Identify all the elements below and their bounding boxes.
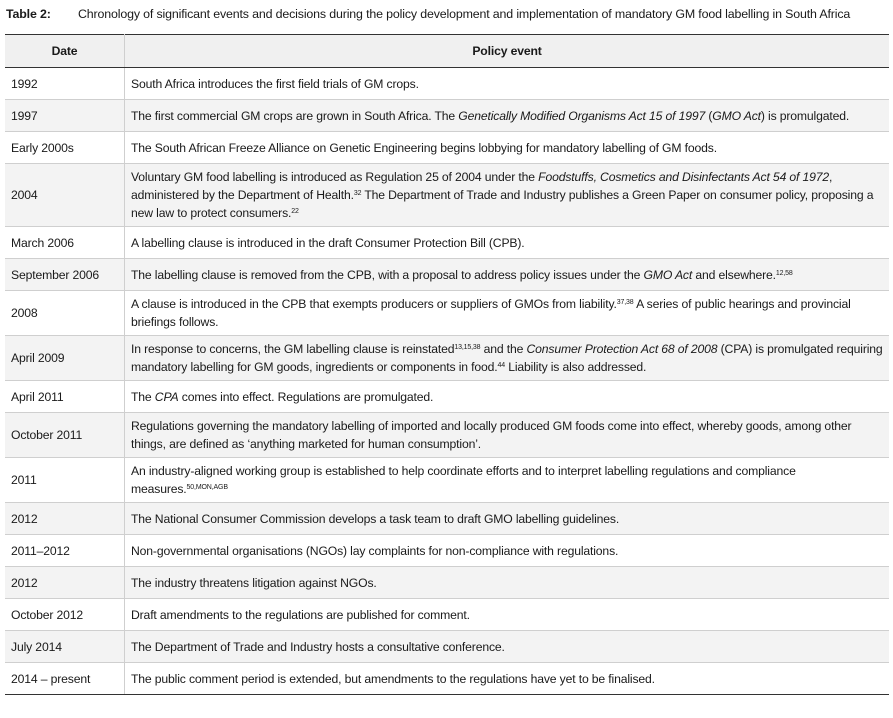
citation-ref: 44 bbox=[497, 362, 505, 369]
row-date: 2012 bbox=[5, 567, 125, 599]
citation-ref: 12,58 bbox=[775, 269, 793, 277]
event-text: The public comment period is extended, but amendments to the regulations have yet to be finalised. bbox=[131, 671, 655, 686]
table-row bbox=[5, 503, 889, 535]
row-event bbox=[125, 381, 890, 413]
event-text: Non-governmental organisations (NGOs) lay complaints for non-compliance with regulations. bbox=[131, 543, 619, 558]
event-text: The industry threatens litigation against NGOs. bbox=[131, 575, 377, 590]
italic-title: CPA bbox=[154, 389, 179, 404]
italic-title: Consumer Protection Act 68 of 2008 bbox=[526, 342, 718, 356]
event-text: A series of public hearings and provincial briefings follows. bbox=[131, 297, 851, 329]
event-text: Regulations governing the mandatory labelling of imported and locally produced GM foods come into effect, whereby goods, among other things, are defined as ‘anything marketed for human consumption’. bbox=[131, 419, 852, 451]
event-text: South Africa introduces the first field trials of GM crops. bbox=[131, 76, 419, 91]
event-text: , administered by the Department of Health. bbox=[131, 170, 833, 202]
event-text: A labelling clause is introduced in the draft Consumer Protection Bill (CPB). bbox=[131, 235, 525, 250]
table-row bbox=[5, 413, 889, 458]
table-body bbox=[5, 68, 889, 695]
row-event bbox=[125, 336, 890, 381]
row-event bbox=[125, 663, 890, 695]
table-row bbox=[5, 458, 889, 503]
table-row bbox=[5, 663, 889, 695]
row-date: 1992 bbox=[5, 68, 125, 100]
event-text: Draft amendments to the regulations are published for comment. bbox=[131, 607, 470, 622]
event-text: The South African Freeze Alliance on Genetic Engineering begins lobbying for mandatory labelling of GM foods. bbox=[131, 140, 717, 155]
event-text: The first commercial GM crops are grown in South Africa. The bbox=[131, 108, 459, 123]
table-row bbox=[5, 631, 889, 663]
table-row bbox=[5, 132, 889, 164]
caption-text: Chronology of significant events and decisions during the policy development and implementation of mandatory GM food labelling in South Africa bbox=[78, 7, 851, 21]
citation-ref: 13,15,38 bbox=[454, 344, 481, 351]
row-event bbox=[125, 227, 890, 259]
table-row bbox=[5, 227, 889, 259]
event-text: (CPA) is promulgated requiring mandatory labelling for GM goods, ingredients or components in food. bbox=[131, 342, 883, 374]
event-text: and elsewhere. bbox=[692, 267, 776, 282]
row-date: 2008 bbox=[5, 291, 125, 336]
event-text: The National Consumer Commission develops a task team to draft GMO labelling guidelines. bbox=[131, 511, 620, 526]
row-date: 2004 bbox=[5, 164, 125, 227]
row-event bbox=[125, 503, 890, 535]
event-text: An industry-aligned working group is established to help coordinate efforts and to interpret labelling regulations and compliance measures. bbox=[131, 464, 796, 496]
row-event bbox=[125, 458, 890, 503]
event-text: Liability is also addressed. bbox=[504, 360, 647, 374]
row-date: March 2006 bbox=[5, 227, 125, 259]
row-date: October 2011 bbox=[5, 413, 125, 458]
header-event: Policy event bbox=[125, 35, 890, 68]
event-text: and the bbox=[480, 342, 527, 356]
row-date: April 2009 bbox=[5, 336, 125, 381]
table-row bbox=[5, 100, 889, 132]
event-text: In response to concerns, the GM labelling clause is reinstated bbox=[131, 342, 455, 356]
row-date: 2011 bbox=[5, 458, 125, 503]
table-row bbox=[5, 599, 889, 631]
row-event bbox=[125, 259, 890, 291]
row-event bbox=[125, 100, 890, 132]
row-date: 1997 bbox=[5, 100, 125, 132]
table-row bbox=[5, 259, 889, 291]
row-date: October 2012 bbox=[5, 599, 125, 631]
header-date: Date bbox=[5, 35, 125, 68]
row-event bbox=[125, 132, 890, 164]
row-date: 2012 bbox=[5, 503, 125, 535]
event-text: comes into effect. Regulations are promulgated. bbox=[178, 389, 434, 404]
italic-title: GMO Act bbox=[712, 108, 761, 123]
event-text: ( bbox=[705, 108, 713, 123]
italic-title: Foodstuffs, Cosmetics and Disinfectants Act 54 of 1972 bbox=[538, 170, 830, 184]
row-date: September 2006 bbox=[5, 259, 125, 291]
event-text: The Department of Trade and Industry publishes a Green Paper on consumer policy, proposing a new law to protect consumers. bbox=[131, 188, 874, 220]
chronology-table bbox=[5, 34, 889, 695]
event-text: The Department of Trade and Industry hosts a consultative conference. bbox=[131, 639, 505, 654]
row-event bbox=[125, 164, 890, 227]
table-caption bbox=[6, 6, 890, 22]
row-event bbox=[125, 68, 890, 100]
italic-title: Genetically Modified Organisms Act 15 of 1997 bbox=[458, 108, 706, 123]
table-row bbox=[5, 535, 889, 567]
table-row bbox=[5, 291, 889, 336]
header-row bbox=[5, 35, 889, 68]
caption-label: Table 2: bbox=[6, 7, 51, 21]
event-text: A clause is introduced in the CPB that exempts producers or suppliers of GMOs from liability. bbox=[131, 297, 617, 311]
row-date: July 2014 bbox=[5, 631, 125, 663]
citation-ref: 50,MON,AGB bbox=[186, 484, 228, 491]
event-text: Voluntary GM food labelling is introduced as Regulation 25 of 2004 under the bbox=[131, 170, 539, 184]
table-row bbox=[5, 68, 889, 100]
event-text: ) is promulgated. bbox=[760, 108, 850, 123]
row-event bbox=[125, 599, 890, 631]
row-event bbox=[125, 535, 890, 567]
row-date: Early 2000s bbox=[5, 132, 125, 164]
row-event bbox=[125, 413, 890, 458]
table-row bbox=[5, 164, 889, 227]
table-row bbox=[5, 567, 889, 599]
row-date: April 2011 bbox=[5, 381, 125, 413]
table-row bbox=[5, 381, 889, 413]
citation-ref: 22 bbox=[291, 208, 299, 215]
italic-title: GMO Act bbox=[643, 267, 693, 282]
row-date: 2011–2012 bbox=[5, 535, 125, 567]
event-text: The bbox=[131, 389, 155, 404]
event-text: The labelling clause is removed from the CPB, with a proposal to address policy issues under the bbox=[131, 267, 644, 282]
row-date: 2014 – present bbox=[5, 663, 125, 695]
row-event bbox=[125, 631, 890, 663]
table-row bbox=[5, 336, 889, 381]
row-event bbox=[125, 567, 890, 599]
row-event bbox=[125, 291, 890, 336]
citation-ref: 32 bbox=[353, 190, 362, 197]
citation-ref: 37,38 bbox=[616, 299, 634, 306]
